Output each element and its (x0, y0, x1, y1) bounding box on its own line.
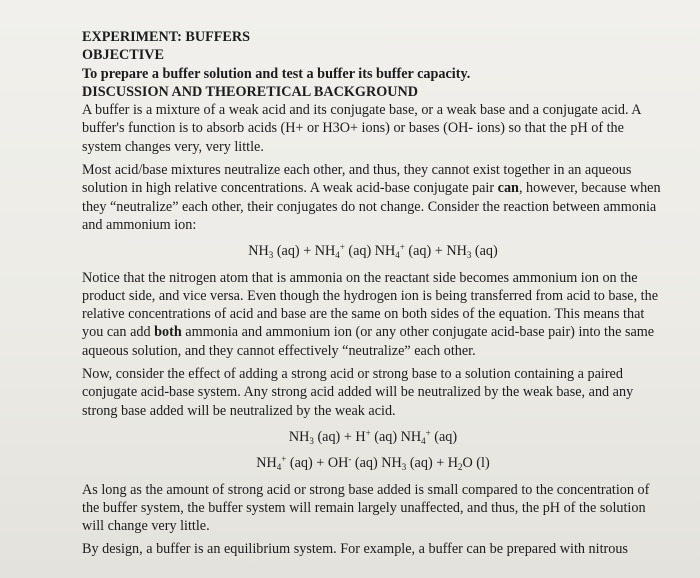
paragraph-buffer-definition: A buffer is a mixture of a weak acid and its conjugate base, or a weak base and a conjugate acid. A buffer's function is to absorb acids (H+ or H3O+ ions) or bases (OH- ions) so that the pH of the system changes very, very little. (82, 102, 641, 155)
equation-ammonia-ammonium: $NH_3$ $(aq) + NH_4^+$ (aq) $NH_4^+$ $(aq) + NH_3$ (aq) (248, 242, 498, 261)
equation-ammonia-hydrogen: $NH_3$ (aq) + H+ (aq) $NH_4^+$ (aq) (288, 427, 458, 446)
objective-heading: OBJECTIVE (82, 47, 164, 64)
discussion-heading: DISCUSSION AND THEORETICAL BACKGROUND (82, 83, 418, 100)
experiment-heading: EXPERIMENT: BUFFERS (82, 29, 251, 45)
paragraph-strong-acid-base: Now, consider the effect of adding a strong acid or strong base to a solution containing a paired conjugate acid-base system. Any strong acid added will be neutralized by the weak base, and any strong base added will be neutralized by the weak acid. (82, 366, 634, 419)
paragraph-buffer-capacity: As long as the amount of strong acid or strong base added is small compared to the concentration of the buffer system, the buffer system will remain largely unaffected, and thus, the pH of the solution will change very little. (82, 481, 650, 535)
paragraph-equilibrium: By design, a buffer is an equilibrium system. For example, a buffer can be prepared with nitrous (82, 541, 628, 558)
objective-text: To prepare a buffer solution and test a buffer its buffer capacity. (82, 65, 471, 82)
paragraph-nitrogen-atom: Notice that the nitrogen atom that is ammonia on the reactant side becomes ammonium ion on the product side, and vice versa. Even though the hydrogen ion is being transferred from acid to base, the relative concentrations of acid and base are the same on both sides of the equation. This means that you can add both ammonia and ammonium ion (or any other conjugate acid-base pair) into the same aqueous solution, and they cannot effectively “neutralize” each other. (82, 269, 658, 359)
equation-ammonium-hydroxide: $NH_4^+$ (aq) + OH- (aq) $NH_3$ $(aq) + H_2O$ (l) (256, 454, 490, 473)
paragraph-acid-base-mixtures: Most acid/base mixtures neutralize each other, and thus, they cannot exist together in an aqueous solution in high relative concentrations. A weak acid-base conjugate pair can, however, because when they “neutralize” each other, their conjugates do not change. Consider the reaction between ammonia and ammonium ion: (82, 162, 661, 233)
